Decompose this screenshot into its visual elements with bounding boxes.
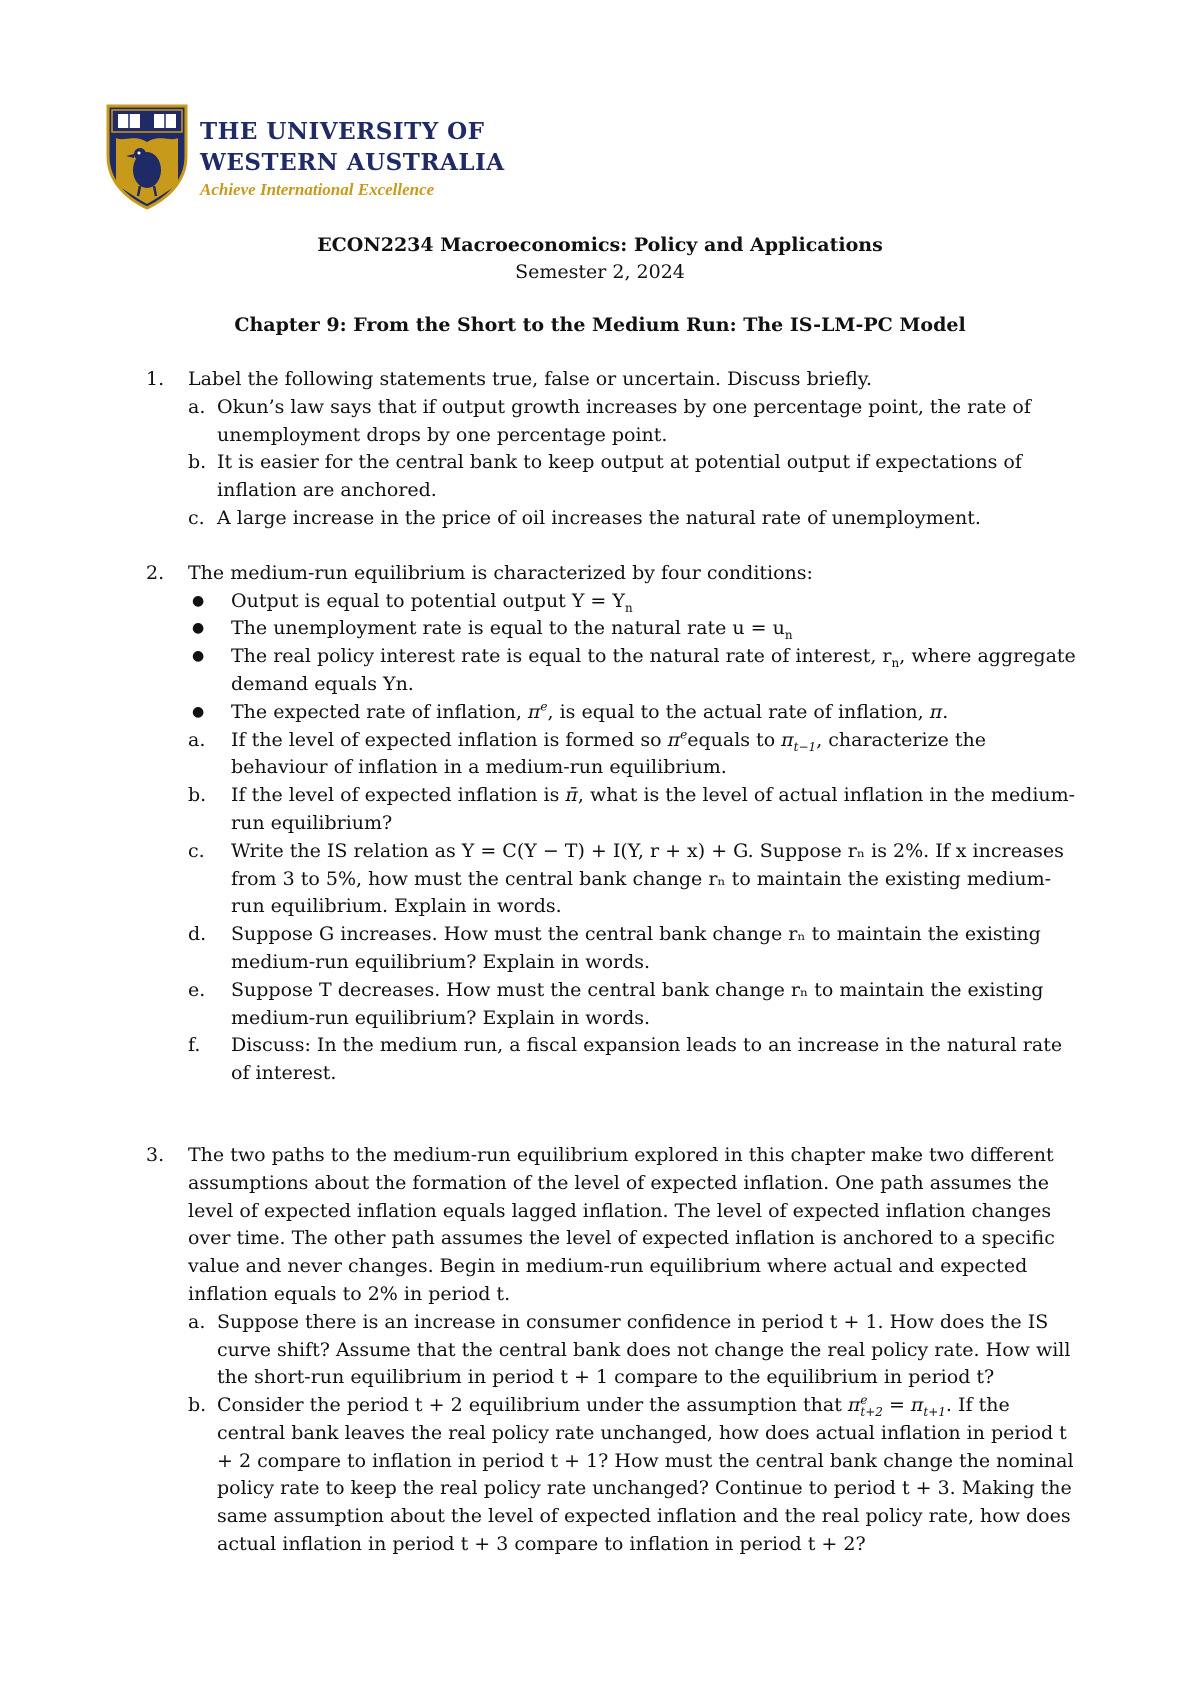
sub-question-text: Suppose T decreases. How must the central bank change rₙ to maintain the existing medium-run equilibrium? Explain in words. bbox=[231, 978, 1044, 1029]
sub-question-letter: f. bbox=[188, 1034, 201, 1057]
sub-question-text: Consider the period t + 2 equilibrium under the assumption that bbox=[217, 1394, 848, 1417]
sub-question-text: , what is the level of actual inflation in the medium-run equilibrium? bbox=[231, 784, 1076, 834]
sub-question bbox=[188, 449, 1076, 505]
condition-text: Output is equal to potential output Y = Y bbox=[231, 589, 625, 612]
condition-text: The expected rate of inflation, bbox=[231, 700, 528, 723]
bullet-icon: ● bbox=[192, 648, 205, 665]
sub-question-text: If the level of expected inflation is bbox=[231, 784, 566, 807]
sub-question-text: Okun’s law says that if output growth increases by one percentage point, the rate of unemployment drops by one percentage point. bbox=[217, 395, 1031, 446]
sub-question-text: Suppose there is an increase in consumer confidence in period t + 1. How does the IS curve shift? Assume that the central bank does not change the real policy rate. How will the short-run equilibrium in period t + 1 compare to the equilibrium in period t? bbox=[217, 1310, 1071, 1389]
sub-question-letter: b. bbox=[188, 451, 207, 474]
question-1 bbox=[146, 366, 1076, 533]
sub-question-text: equals to bbox=[687, 728, 782, 751]
semester: Semester 2, 2024 bbox=[515, 261, 685, 283]
math-symbol: π bbox=[667, 728, 681, 751]
superscript: e bbox=[860, 1393, 868, 1408]
condition-text: , is equal to the actual rate of inflation, bbox=[547, 700, 930, 723]
sub-question-text: If the level of expected inflation is formed so bbox=[231, 728, 668, 751]
chapter-title: Chapter 9: From the Short to the Medium Run: The IS-LM-PC Model bbox=[234, 314, 966, 336]
university-motto: Achieve International Excellence bbox=[200, 180, 435, 199]
sub-question-letter: d. bbox=[188, 923, 207, 946]
sub-question-letter: b. bbox=[188, 1394, 207, 1417]
condition-text: The unemployment rate is equal to the natural rate u = u bbox=[231, 617, 785, 640]
condition-item bbox=[188, 699, 1076, 727]
superscript: e bbox=[540, 699, 548, 714]
condition-text: The real policy interest rate is equal to the natural rate of interest, r bbox=[231, 645, 892, 668]
university-crest-icon bbox=[104, 104, 190, 210]
condition-text: . bbox=[942, 700, 949, 723]
bullet-icon: ● bbox=[192, 703, 205, 720]
math-symbol: π bbox=[929, 700, 943, 723]
math-symbol: π bbox=[781, 728, 794, 751]
sub-question bbox=[188, 1309, 1076, 1392]
subscript: t+2 bbox=[860, 1405, 883, 1420]
question-number: 1. bbox=[146, 368, 165, 390]
sub-question-text: , characterize the behaviour of inflation in a medium-run equilibrium. bbox=[231, 728, 986, 779]
bullet-icon: ● bbox=[192, 620, 205, 637]
sub-question bbox=[188, 1392, 1076, 1559]
math-symbol: π bbox=[527, 700, 541, 723]
math-operator: = bbox=[882, 1394, 911, 1417]
university-name-line2: WESTERN AUSTRALIA bbox=[200, 149, 505, 176]
subscript: t+1 bbox=[923, 1404, 946, 1419]
math-symbol: π̄ bbox=[565, 784, 578, 807]
sub-question bbox=[188, 782, 1076, 838]
sub-question bbox=[188, 838, 1076, 921]
question-number: 3. bbox=[146, 1143, 165, 1166]
question-list bbox=[146, 366, 1076, 1559]
condition-list bbox=[188, 588, 1076, 727]
subscript: n bbox=[891, 655, 900, 670]
sub-question-text: A large increase in the price of oil increases the natural rate of unemployment. bbox=[217, 506, 981, 529]
question-2 bbox=[146, 560, 1076, 1088]
sub-question-text: . If the central bank leaves the real policy rate unchanged, how does actual inflation in period t + 2 compare to inflation in period t + 1? How must the central bank change the nominal policy rate to keep the real policy rate unchanged? Continue to period t + 3. Making the same assumption about the level of expected inflation and the real policy rate, how does actual inflation in period t + 3 compare to inflation in period t + 2? bbox=[217, 1394, 1074, 1556]
sub-question-letter: b. bbox=[188, 784, 207, 807]
sub-question-text: Write the IS relation as Y = C(Y − T) + I(Y, r + x) + G. Suppose rₙ is 2%. If x increases from 3 to 5%, how must the central bank change rₙ to maintain the existing medium-run equilibrium. Explain in words. bbox=[231, 839, 1064, 918]
sub-question-text: Suppose G increases. How must the central bank change rₙ to maintain the existing medium-run equilibrium? Explain in words. bbox=[231, 923, 1041, 973]
university-name-line1: THE UNIVERSITY OF bbox=[200, 118, 485, 145]
sub-question bbox=[188, 394, 1076, 450]
condition-item bbox=[188, 588, 1076, 616]
sub-question-letter: a. bbox=[188, 728, 206, 751]
question-3 bbox=[146, 1142, 1076, 1559]
math-symbol: π bbox=[847, 1394, 861, 1417]
question-text: Label the following statements true, false or uncertain. Discuss briefly. bbox=[188, 368, 873, 390]
sub-question bbox=[188, 1032, 1076, 1088]
condition-text: , where aggregate demand equals Yn. bbox=[231, 645, 1076, 695]
sub-question-letter: c. bbox=[188, 506, 205, 529]
subscript: n bbox=[624, 600, 633, 615]
sub-question bbox=[188, 727, 1076, 783]
subscript: t−1 bbox=[793, 739, 817, 754]
sub-question-text: It is easier for the central bank to keep output at potential output if expectations of inflation are anchored. bbox=[217, 451, 1022, 502]
sub-question-letter: a. bbox=[188, 1310, 206, 1333]
superscript: e bbox=[680, 727, 688, 742]
title-block bbox=[0, 232, 1200, 339]
sub-question bbox=[188, 977, 1076, 1033]
question-number: 2. bbox=[146, 561, 165, 584]
university-logo bbox=[104, 104, 505, 212]
sub-question-text: Discuss: In the medium run, a fiscal expansion leads to an increase in the natural rate of interest. bbox=[231, 1034, 1063, 1085]
sub-question-letter: e. bbox=[188, 978, 206, 1001]
question-text: The medium-run equilibrium is characterized by four conditions: bbox=[188, 561, 813, 584]
university-name bbox=[200, 116, 505, 178]
math-symbol: π bbox=[910, 1394, 924, 1417]
bullet-icon: ● bbox=[192, 592, 205, 609]
condition-item bbox=[188, 643, 1076, 699]
question-text: The two paths to the medium-run equilibrium explored in this chapter make two different assumptions about the formation of the level of expected inflation. One path assumes the level of expected inflation equals lagged inflation. The level of expected inflation changes over time. The other path assumes the level of expected inflation is anchored to a specific value and never changes. Begin in medium-run equilibrium where actual and expected inflation equals to 2% in period t. bbox=[188, 1143, 1055, 1305]
subscript: n bbox=[784, 628, 793, 643]
sub-question bbox=[188, 505, 1076, 533]
course-title: ECON2234 Macroeconomics: Policy and Applications bbox=[317, 234, 883, 256]
sub-question-letter: c. bbox=[188, 839, 205, 862]
sub-question-letter: a. bbox=[188, 395, 206, 418]
sub-question bbox=[188, 921, 1076, 977]
condition-item bbox=[188, 615, 1076, 643]
